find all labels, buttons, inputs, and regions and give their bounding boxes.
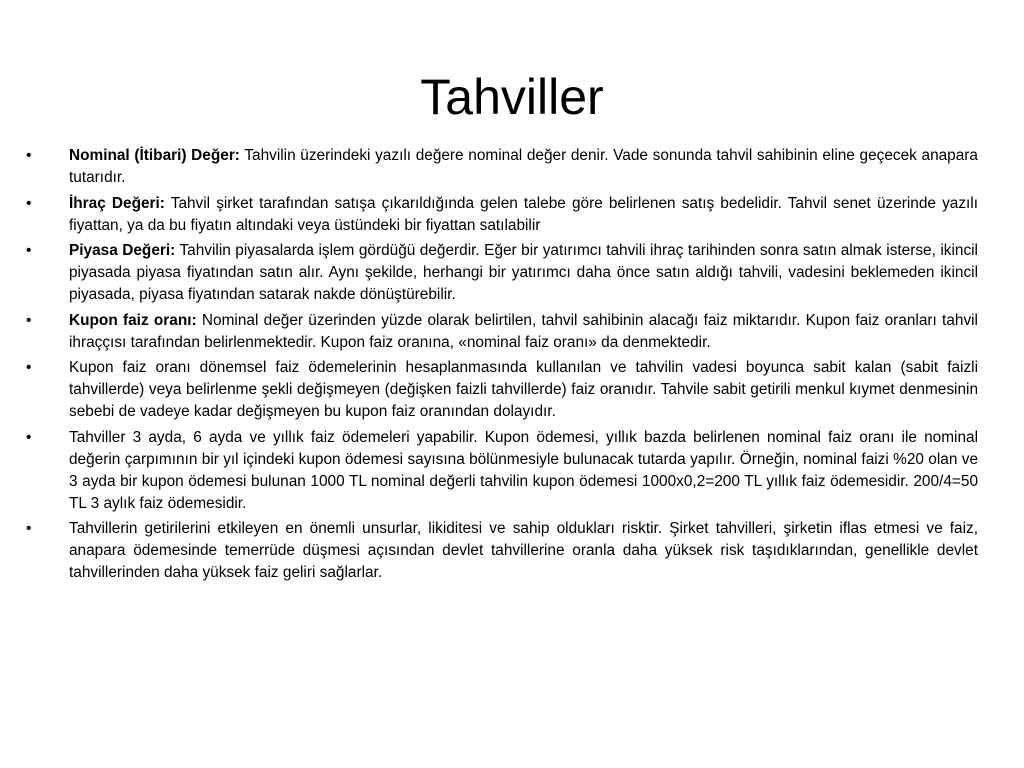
- bullet-text: Nominal değer üzerinden yüzde olarak belirtilen, tahvil sahibinin alacağı faiz miktarıdır. Kupon faiz oranları tahvil ihraççısı tarafından belirlenmektedir. Kupon faiz oranına, «nominal faiz oranı» da denmektedir.: [69, 311, 978, 351]
- bullet-icon: •: [26, 428, 32, 446]
- list-item: [26, 310, 978, 354]
- bullet-text: Tahvilin piyasalarda işlem gördüğü değerdir. Eğer bir yatırımcı tahvili ihraç tarihinden sonra satın almak isterse, ikincil piyasada piyasa fiyatından satın alır. Aynı şekilde, herhangi bir yatırımcı daha önce satın aldığı tahvili, vadesini beklemeden ikincil piyasada, piyasa fiyatından satarak nakde dönüştürebilir.: [69, 242, 978, 303]
- bullet-icon: •: [26, 311, 32, 329]
- bullet-text: Tahvilin üzerindeki yazılı değere nominal değer denir. Vade sonunda tahvil sahibinin eline geçecek anapara tutarıdır.: [69, 147, 978, 186]
- bullet-term: Nominal (İtibari) Değer:: [69, 147, 240, 164]
- list-item: [26, 240, 978, 306]
- bullet-icon: •: [26, 242, 32, 259]
- list-item: [26, 145, 978, 189]
- list-item: [26, 193, 978, 237]
- list-item: [26, 518, 978, 584]
- bullet-term: İhraç Değeri:: [69, 194, 165, 212]
- bullet-text: Kupon faiz oranı dönemsel faiz ödemelerinin hesaplanmasında kullanılan ve tahvilin vadesi boyunca sabit kalan (sabit faizli tahvillerde) veya belirlenme şekli değişmeyen (değişken faizli tahvillerde) faiz oranıdır. Tahvile sabit getirili menkul kıymet denmesinin sebebi de vadeye kadar değişmeyen bu kupon faiz oranından dolayıdır.: [69, 359, 978, 420]
- bullet-text: Tahviller 3 ayda, 6 ayda ve yıllık faiz ödemeleri yapabilir. Kupon ödemesi, yıllık bazda belirlenen nominal faiz oranı ile nominal değerin çarpımının bir yıl içindeki kupon ödemesi sayısına bölünmesiyle bulunacak tutarda yapılır. Örneğin, nominal faizi %20 olan ve 3 ayda bir kupon ödemesi bulunan 1000 TL nominal değerli tahvilin kupon ödemesi 1000x0,2=200 TL yıllık faiz ödemesidir. 200/4=50 TL 3 aylık faiz ödemesidir.: [69, 428, 978, 512]
- bullet-icon: •: [26, 147, 32, 164]
- slide-title: Tahviller: [420, 69, 604, 125]
- bullet-icon: •: [26, 194, 32, 212]
- bullet-list: [26, 145, 978, 588]
- list-item: [26, 357, 978, 423]
- bullet-term: Kupon faiz oranı:: [69, 311, 197, 329]
- bullet-icon: •: [26, 520, 32, 537]
- bullet-icon: •: [26, 359, 32, 376]
- bullet-text: Tahvillerin getirilerini etkileyen en önemli unsurlar, likiditesi ve sahip oldukları risktir. Şirket tahvilleri, şirketin iflas etmesi ve faiz, anapara ödemesinde temerrüde düşmesi açısından devlet tahvillerine oranla daha yüksek risk taşıdıklarından, genellikle devlet tahvillerinden daha yüksek faiz geliri sağlarlar.: [69, 520, 978, 581]
- bullet-text: Tahvil şirket tarafından satışa çıkarıldığında gelen talebe göre belirlenen satış bedelidir. Tahvil senet üzerinde yazılı fiyattan, ya da bu fiyatın altındaki veya üstündeki bir fiyattan satılabilir: [69, 194, 979, 234]
- bullet-term: Piyasa Değeri:: [69, 242, 176, 259]
- list-item: [26, 427, 978, 515]
